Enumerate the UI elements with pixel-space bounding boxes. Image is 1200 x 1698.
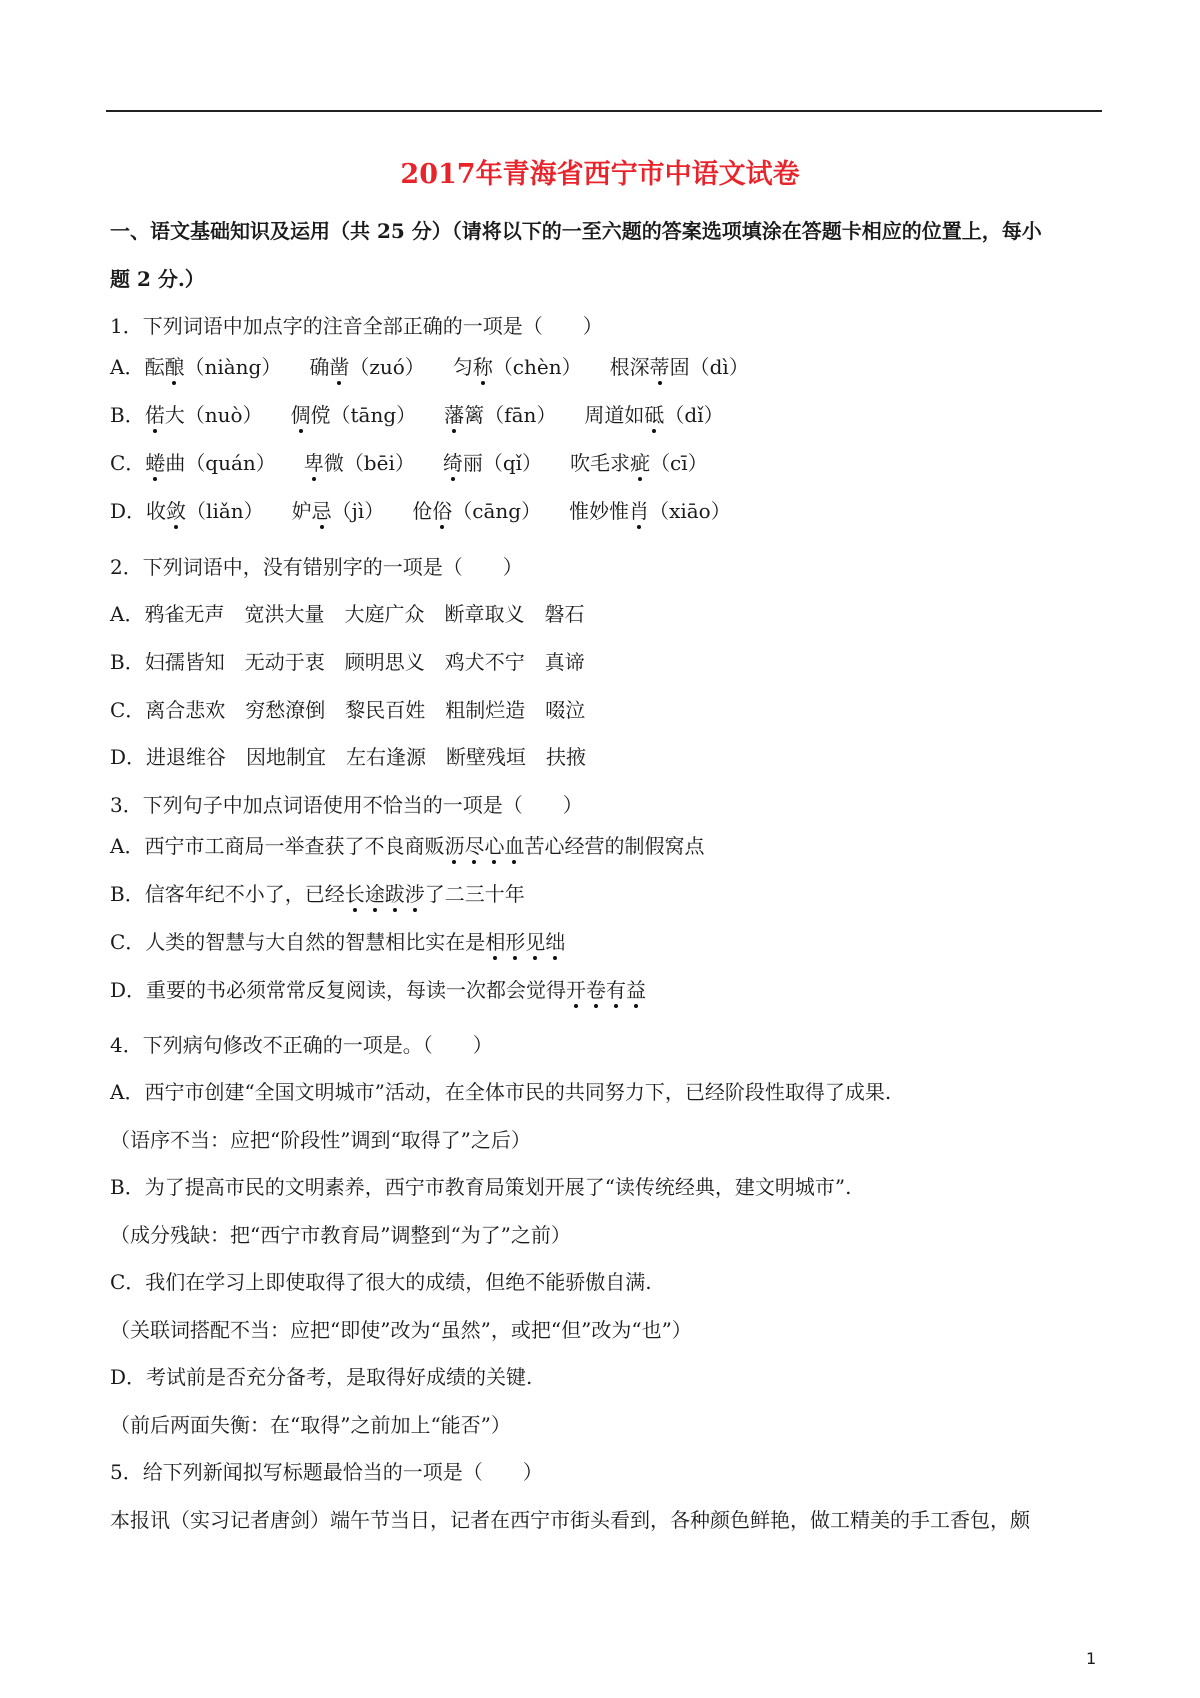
option-label: A．	[110, 355, 145, 379]
pinyin: （liǎn）	[186, 499, 264, 523]
emphasis-char: 卑	[303, 451, 324, 475]
word-item: 匀称（chèn）	[452, 355, 582, 379]
pinyin: （qǐ）	[482, 451, 543, 475]
word-item: 妒忌（jì）	[291, 499, 385, 523]
q5-news-text: 本报讯（实习记者唐剑）端午节当日，记者在西宁市街头看到，各种颜色鲜艳，做工精美的手工香包，颇	[110, 1508, 1030, 1532]
q2-stem: 2．下列词语中，没有错别字的一项是（ ）	[110, 555, 523, 579]
emphasis-char: 开	[566, 978, 587, 1002]
emphasis-char: 砥	[644, 403, 665, 427]
section-heading-line2: 题 2 分.）	[110, 267, 205, 291]
word-item: 偌大（nuò）	[144, 403, 263, 427]
q3-stem: 3．下列句子中加点词语使用不恰当的一项是（ ）	[110, 793, 583, 817]
word-item: 藩篱（fān）	[444, 403, 557, 427]
emphasis-char: 涉	[404, 882, 425, 906]
q4-option-c: C．我们在学习上即使取得了很大的成绩，但绝不能骄傲自满.	[110, 1270, 652, 1294]
word-item: 绮丽（qǐ）	[442, 451, 543, 475]
page-number: 1	[1086, 1649, 1097, 1668]
emphasis-char: 沥	[444, 834, 465, 858]
emphasis-char: 敛	[166, 499, 187, 523]
emphasis-char: 见	[525, 930, 546, 954]
word-item: 吹毛求疵（cī）	[570, 451, 708, 475]
q1-option-a	[110, 353, 749, 381]
q4-option-a: A．西宁市创建“全国文明城市”活动，在全体市民的共同努力下，已经阶段性取得了成果.	[110, 1080, 892, 1104]
q3-a-post: 苦心经营的制假窝点	[524, 834, 705, 858]
word-item: 周道如砥（dǐ）	[584, 403, 724, 427]
q1-option-d	[110, 497, 731, 525]
emphasis-char: 蜷	[145, 451, 166, 475]
option-label: D．	[110, 499, 147, 523]
pinyin: （dǐ）	[664, 403, 724, 427]
option-label: B．	[110, 403, 145, 427]
emphasis-char: 途	[364, 882, 385, 906]
emphasis-char: 跋	[384, 882, 405, 906]
q3-d-pre: D．重要的书必须常常反复阅读，每读一次都会觉得	[110, 978, 567, 1002]
q2-option-c: C．离合悲欢 穷愁潦倒 黎民百姓 粗制烂造 啜泣	[110, 698, 586, 722]
emphasis-char: 凿	[329, 355, 350, 379]
q2-option-a: A．鸦雀无声 宽洪大量 大庭广众 断章取义 磐石	[110, 602, 585, 626]
pinyin: （niàng）	[184, 355, 282, 379]
emphasis-char: 卷	[586, 978, 607, 1002]
q3-b-post: 了二三十年	[424, 882, 525, 906]
q1-stem: 1．下列词语中加点字的注音全部正确的一项是（ ）	[110, 314, 603, 338]
word-item: 根深蒂固（dì）	[609, 355, 749, 379]
word-item: 蜷曲（quán）	[145, 451, 276, 475]
q1-option-c	[110, 449, 708, 477]
q4-option-b: B．为了提高市民的文明素养，西宁市教育局策划开展了“读传统经典，建文明城市”.	[110, 1175, 852, 1199]
pinyin: （cāng）	[452, 499, 542, 523]
emphasis-char: 俗	[432, 499, 453, 523]
q3-d-dotted	[566, 978, 646, 1002]
q4-option-a-note: （语序不当：应把“阶段性”调到“取得了”之后）	[110, 1128, 531, 1152]
pinyin: （cī）	[650, 451, 708, 475]
q1-option-b	[110, 401, 724, 429]
emphasis-char: 心	[484, 834, 505, 858]
emphasis-char: 倜	[290, 403, 311, 427]
emphasis-char: 相	[485, 930, 506, 954]
q3-c-pre: C．人类的智慧与大自然的智慧相比实在是	[110, 930, 486, 954]
section-heading-line1: 一、语文基础知识及运用（共 25 分）（请将以下的一至六题的答案选项填涂在答题卡相应的位置上，每小	[110, 219, 1042, 243]
q3-c-dotted	[485, 930, 565, 954]
q4-option-b-note: （成分残缺：把“西宁市教育局”调整到“为了”之前）	[110, 1223, 571, 1247]
word-item: 卑微（bēi）	[303, 451, 415, 475]
q4-stem: 4．下列病句修改不正确的一项是。（ ）	[110, 1033, 493, 1057]
pinyin: （fān）	[484, 403, 557, 427]
emphasis-char: 长	[344, 882, 365, 906]
word-item: 惟妙惟肖（xiāo）	[569, 499, 731, 523]
q3-option-b	[110, 880, 525, 908]
pinyin: （dì）	[689, 355, 749, 379]
q3-a-pre: A．西宁市工商局一举查获了不良商贩	[110, 834, 445, 858]
emphasis-char: 忌	[311, 499, 332, 523]
q3-b-pre: B．信客年纪不小了，已经	[110, 882, 345, 906]
q3-a-dotted	[444, 834, 524, 858]
pinyin: （chèn）	[492, 355, 582, 379]
q3-option-d	[110, 976, 646, 1004]
pinyin: （tāng）	[330, 403, 417, 427]
emphasis-char: 藩	[444, 403, 465, 427]
pinyin: （jì）	[331, 499, 385, 523]
pinyin: （quán）	[185, 451, 276, 475]
emphasis-char: 称	[472, 355, 493, 379]
emphasis-char: 益	[626, 978, 647, 1002]
pinyin: （zuó）	[349, 355, 425, 379]
pinyin: （nuò）	[184, 403, 263, 427]
q5-stem: 5．给下列新闻拟写标题最恰当的一项是（ ）	[110, 1460, 543, 1484]
q3-b-dotted	[345, 882, 425, 906]
pinyin: （xiāo）	[649, 499, 731, 523]
emphasis-char: 酿	[164, 355, 185, 379]
word-item: 伧俗（cāng）	[412, 499, 542, 523]
q4-option-d-note: （前后两面失衡：在“取得”之前加上“能否”）	[110, 1413, 511, 1437]
pinyin: （bēi）	[343, 451, 415, 475]
emphasis-char: 尽	[464, 834, 485, 858]
emphasis-char: 血	[504, 834, 525, 858]
q2-option-d: D．进退维谷 因地制宜 左右逢源 断壁残垣 扶掖	[110, 745, 587, 769]
word-item: 倜傥（tāng）	[290, 403, 417, 427]
emphasis-char: 肖	[629, 499, 650, 523]
emphasis-char: 疵	[630, 451, 651, 475]
word-item: 确凿（zuó）	[309, 355, 425, 379]
emphasis-char: 蒂	[649, 355, 670, 379]
emphasis-char: 绮	[442, 451, 463, 475]
page-title: 2017年青海省西宁市中语文试卷	[400, 159, 800, 190]
header-rule	[106, 110, 1102, 112]
emphasis-char: 有	[606, 978, 627, 1002]
q4-option-d: D．考试前是否充分备考，是取得好成绩的关键.	[110, 1365, 533, 1389]
q2-option-b: B．妇孺皆知 无动于衷 顾明思义 鸡犬不宁 真谛	[110, 650, 585, 674]
q4-option-c-note: （关联词搭配不当：应把“即使”改为“虽然”，或把“但”改为“也”）	[110, 1318, 692, 1342]
emphasis-char: 偌	[144, 403, 165, 427]
word-item: 收敛（liǎn）	[146, 499, 264, 523]
option-label: C．	[110, 451, 146, 475]
emphasis-char: 形	[505, 930, 526, 954]
q3-option-a	[110, 832, 704, 860]
q3-option-c	[110, 928, 565, 956]
word-item: 酝酿（niàng）	[144, 355, 282, 379]
emphasis-char: 绌	[545, 930, 566, 954]
